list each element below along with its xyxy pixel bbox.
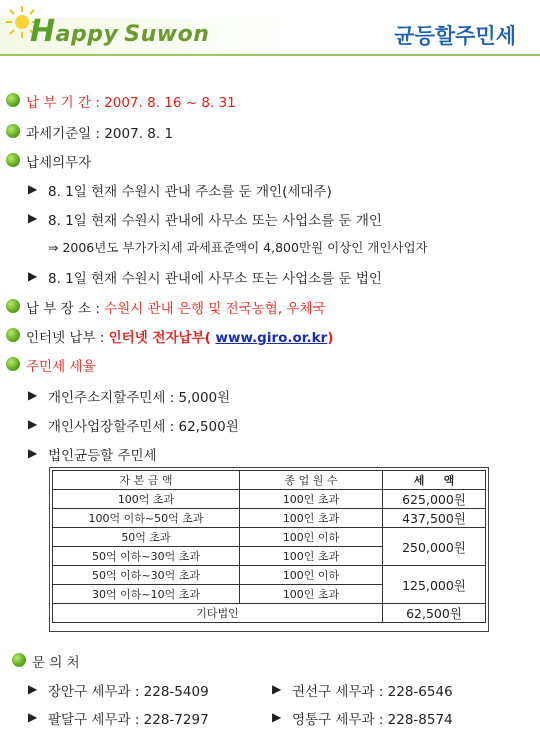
triangle-arrow-icon: ▶: [28, 682, 38, 696]
triangle-arrow-icon: ▶: [272, 710, 282, 724]
payment-place: [26, 297, 326, 317]
triangle-arrow-icon: ▶: [28, 417, 38, 431]
logo-appy: appy: [55, 22, 119, 47]
corporate-tax-table: [52, 470, 486, 623]
triangle-arrow-icon: ▶: [28, 211, 38, 225]
cell-employees: 100인 이하: [240, 566, 383, 585]
cell-capital: 100억 초과: [53, 490, 240, 509]
internet-payment-value: 인터넷 전자납부(: [108, 330, 216, 346]
contact-paldal: 팔달구 세무과 : 228-7297: [48, 712, 209, 728]
triangle-arrow-icon: ▶: [272, 682, 282, 696]
green-bullet-icon: [6, 124, 20, 138]
table-header-row: [53, 471, 486, 490]
payment-place-label: 납 부 장 소 :: [26, 301, 105, 317]
tax-rate-title: 주민세 세율: [26, 359, 96, 375]
green-bullet-icon: [12, 653, 26, 667]
contact-yeongtong: 영통구 세무과 : 228-8574: [292, 712, 453, 728]
logo-h: H: [30, 14, 56, 49]
triangle-arrow-icon: ▶: [28, 446, 38, 460]
triangle-arrow-icon: ▶: [28, 182, 38, 196]
contact-title: 문 의 처: [32, 655, 80, 671]
cell-amount: 437,500원: [383, 509, 486, 528]
green-bullet-icon: [6, 299, 20, 313]
cell-employees: 100인 이하: [240, 528, 383, 547]
col-amount: 세 액: [383, 471, 486, 490]
contact-jangan: 장안구 세무과 : 228-5409: [48, 684, 209, 700]
green-bullet-icon: [6, 93, 20, 107]
cell-capital: 50억 이하~30억 초과: [53, 566, 240, 585]
tax-rate-3: 법인균등할 주민세: [48, 448, 157, 464]
cell-employees: 100인 초과: [240, 509, 383, 528]
payment-period: 납 부 기 간 : 2007. 8. 16 ~ 8. 31: [26, 95, 236, 111]
table-row: [53, 566, 486, 585]
green-bullet-icon: [6, 328, 20, 342]
table-row: [53, 528, 486, 547]
cell-amount: 250,000원: [383, 528, 486, 566]
taxpayer-item-2: 8. 1일 현재 수원시 관내에 사무소 또는 사업소를 둔 개인: [48, 213, 382, 229]
triangle-arrow-icon: ▶: [28, 388, 38, 402]
taxpayer-title: 납세의무자: [26, 155, 92, 171]
header-divider: [0, 54, 540, 56]
taxpayer-item-2-note: ⇒ 2006년도 부가가치세 과세표준액이 4,800만원 이상인 개인사업자: [48, 240, 428, 255]
header: [0, 0, 540, 56]
cell-capital: 30억 이하~10억 초과: [53, 585, 240, 604]
payment-place-value: 수원시 관내 은행 및 전국농협, 우체국: [104, 301, 326, 317]
table-row: [53, 490, 486, 509]
table-row: [53, 604, 486, 623]
page-title: 균등할주민세: [394, 24, 516, 48]
internet-payment: [26, 326, 333, 346]
tax-base-date: 과세기준일 : 2007. 8. 1: [26, 126, 174, 142]
triangle-arrow-icon: ▶: [28, 710, 38, 724]
col-capital: 자 본 금 액: [53, 471, 240, 490]
taxpayer-item-1: 8. 1일 현재 수원시 관내 주소를 둔 개인(세대주): [48, 184, 332, 200]
giro-link[interactable]: www.giro.or.kr: [215, 330, 328, 346]
green-bullet-icon: [6, 153, 20, 167]
internet-payment-label: 인터넷 납부 :: [26, 330, 109, 346]
taxpayer-item-3: 8. 1일 현재 수원시 관내에 사무소 또는 사업소를 둔 법인: [48, 271, 382, 287]
triangle-arrow-icon: ▶: [28, 269, 38, 283]
contact-gwonseon: 권선구 세무과 : 228-6546: [292, 684, 453, 700]
internet-payment-close: ): [327, 330, 334, 346]
cell-amount: 62,500원: [383, 604, 486, 623]
table-row: [53, 509, 486, 528]
logo-suwon: Suwon: [124, 22, 210, 47]
cell-employees: 100인 초과: [240, 585, 383, 604]
cell-employees: 100인 초과: [240, 490, 383, 509]
cell-other-corp: 기타법인: [53, 604, 383, 623]
green-bullet-icon: [6, 357, 20, 371]
tax-rate-1: 개인주소지할주민세 : 5,000원: [48, 390, 231, 406]
cell-capital: 100억 이하~50억 초과: [53, 509, 240, 528]
cell-amount: 625,000원: [383, 490, 486, 509]
happy-suwon-logo: [30, 14, 209, 49]
cell-employees: 100인 초과: [240, 547, 383, 566]
col-employees: 종 업 원 수: [240, 471, 383, 490]
tax-rate-2: 개인사업장할주민세 : 62,500원: [48, 419, 239, 435]
cell-capital: 50억 이하~30억 초과: [53, 547, 240, 566]
cell-amount: 125,000원: [383, 566, 486, 604]
cell-capital: 50억 초과: [53, 528, 240, 547]
